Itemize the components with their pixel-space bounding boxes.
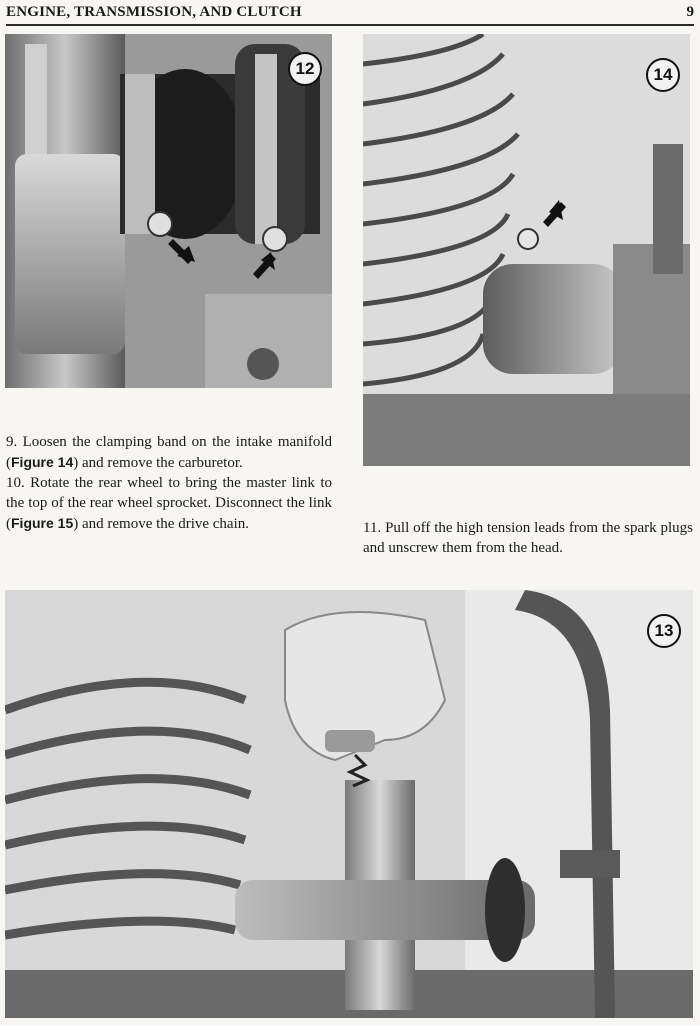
figure-number-badge: 14 bbox=[646, 58, 680, 92]
step-10: 10. Rotate the rear wheel to bring the master link to the top of the rear wheel sprocket. Disconnect the link (Figure 15) and remove the drive chain. bbox=[6, 475, 332, 532]
carburetor-intake-photo bbox=[5, 34, 332, 388]
header-rule bbox=[6, 24, 694, 26]
cylinder-intake-clamp-photo bbox=[363, 34, 690, 466]
page-header bbox=[6, 2, 694, 24]
figure-reference: Figure 14 bbox=[11, 454, 74, 470]
section-title: ENGINE, TRANSMISSION, AND CLUTCH bbox=[6, 4, 302, 20]
page-number: 9 bbox=[686, 4, 694, 20]
instructions-right-column bbox=[363, 518, 693, 558]
instructions-left-column bbox=[6, 432, 332, 534]
figure-number-badge: 12 bbox=[288, 52, 322, 86]
step-9: 9. Loosen the clamping band on the intake manifold (Figure 14) and remove the carburetor. bbox=[6, 434, 332, 471]
figure-number-badge: 13 bbox=[647, 614, 681, 648]
figure-14-photo bbox=[363, 34, 690, 466]
carburetor-slide-removal-photo bbox=[5, 590, 693, 1018]
step-11: 11. Pull off the high tension leads from the spark plugs and unscrew them from the head. bbox=[363, 520, 693, 556]
figure-12-photo bbox=[5, 34, 332, 388]
figure-13-photo bbox=[5, 590, 693, 1018]
figure-reference: Figure 15 bbox=[11, 515, 74, 531]
